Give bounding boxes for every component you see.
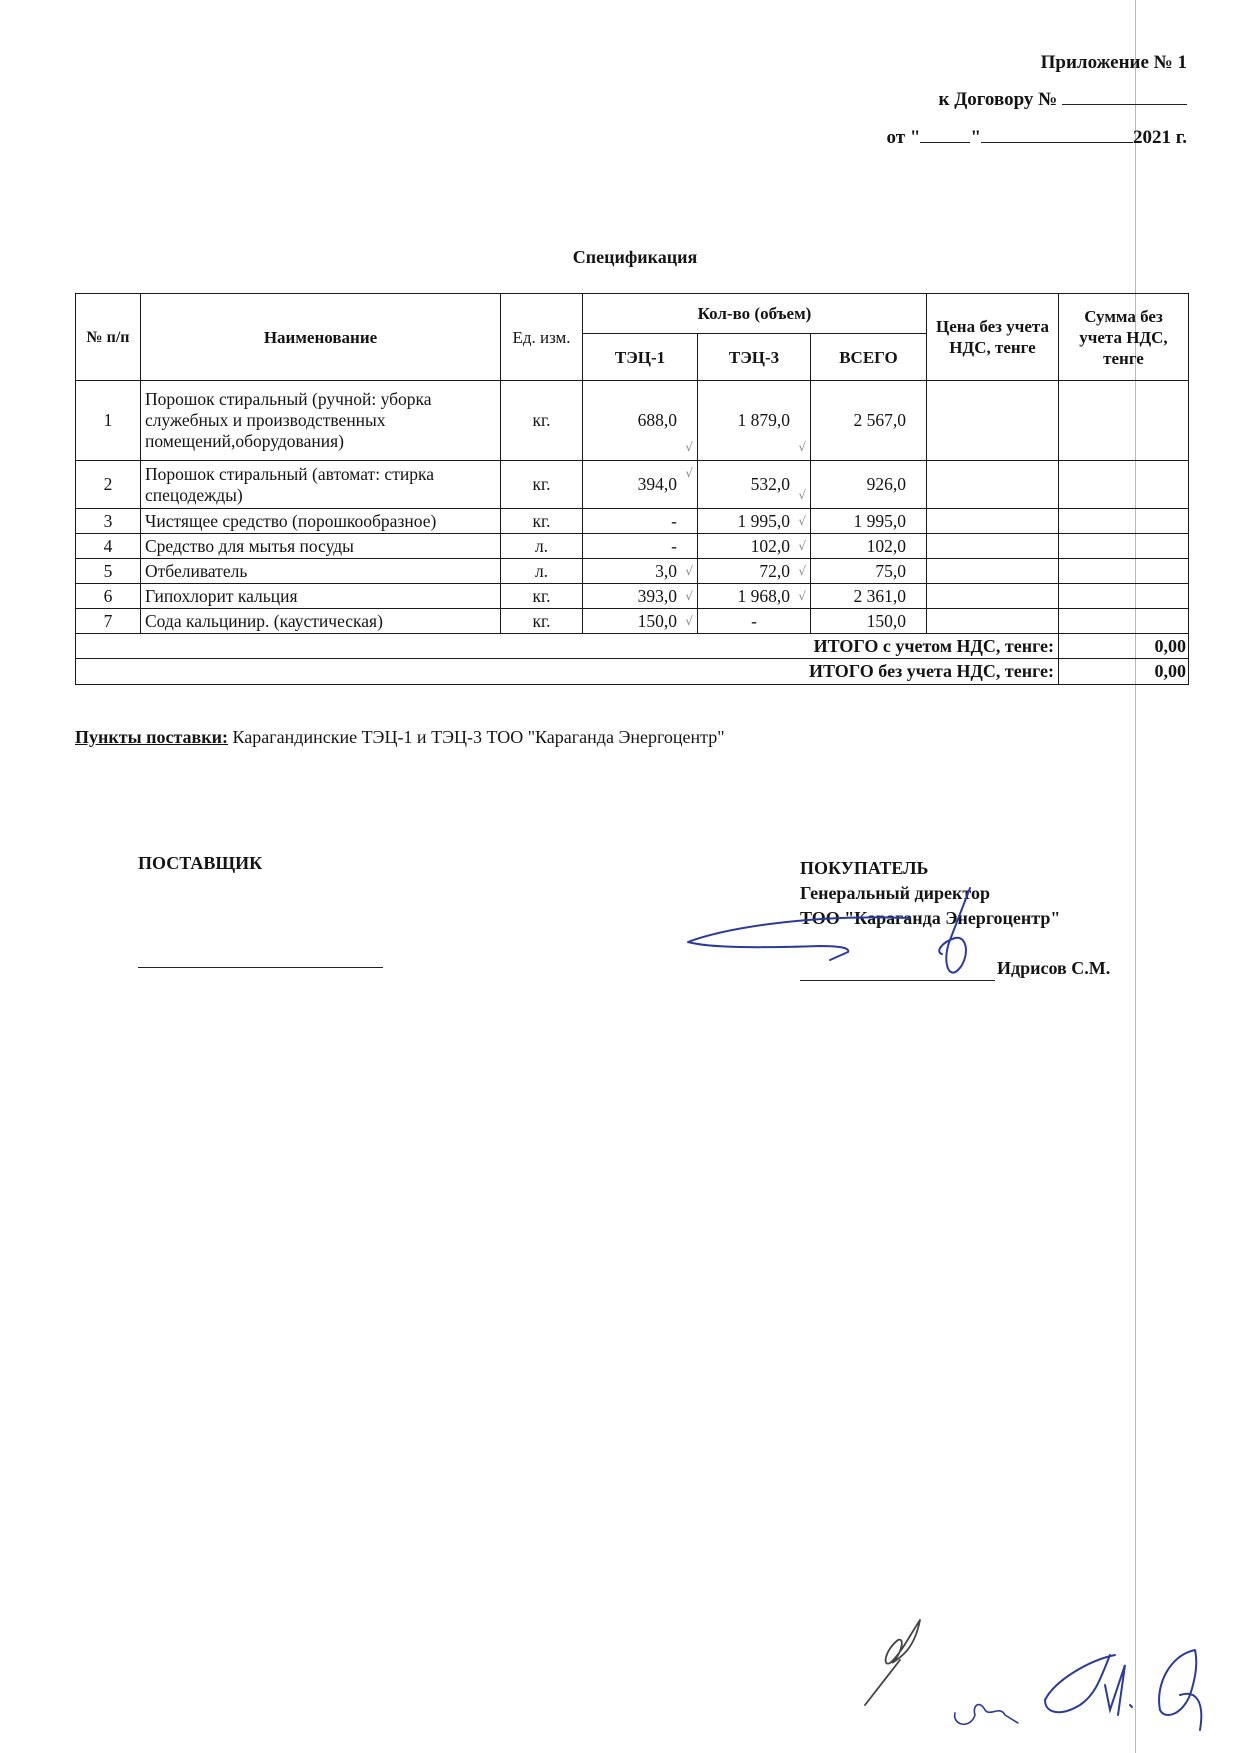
total-without-vat-label: ИТОГО без учета НДС, тенге: (76, 659, 1059, 685)
check-mark-icon: √ (798, 440, 806, 454)
check-mark-icon: √ (685, 614, 693, 628)
cell-tec1 (583, 461, 698, 509)
cell-num: 3 (76, 509, 141, 534)
cell-tec3 (698, 584, 811, 609)
buyer-company: ТОО "Караганда Энергоцентр" (800, 908, 1061, 928)
cell-name: Порошок стиральный (автомат: стирка спецодежды) (141, 461, 501, 509)
supplier-signature-line[interactable] (138, 967, 383, 968)
table-row (76, 534, 1189, 559)
cell-sum[interactable] (1059, 381, 1189, 461)
cell-name: Отбеливатель (141, 559, 501, 584)
delivery-label: Пункты поставки: (75, 727, 229, 747)
cell-total: 1 995,0 (811, 509, 927, 534)
date-day-blank (920, 126, 970, 143)
cell-unit: л. (501, 559, 583, 584)
cell-num: 2 (76, 461, 141, 509)
check-mark-icon: √ (798, 514, 806, 528)
cell-tec1 (583, 584, 698, 609)
cell-total: 102,0 (811, 534, 927, 559)
tec1-value: 3,0 (655, 560, 677, 581)
delivery-points (75, 727, 725, 748)
contract-date-line (887, 126, 1187, 149)
cell-tec1 (583, 609, 698, 634)
header-qty-group: Кол-во (объем) (583, 294, 927, 334)
cell-unit: кг. (501, 584, 583, 609)
check-mark-icon: √ (685, 589, 693, 603)
cell-tec3 (698, 609, 811, 634)
total-without-vat-row (76, 659, 1189, 685)
table-header-row-1 (76, 294, 1189, 334)
header-price: Цена без учета НДС, тенге (927, 294, 1059, 381)
table-row (76, 381, 1189, 461)
cell-name: Чистящее средство (порошкообразное) (141, 509, 501, 534)
cell-price[interactable] (927, 509, 1059, 534)
cell-sum[interactable] (1059, 534, 1189, 559)
specification-table (75, 293, 1189, 685)
buyer-title: ПОКУПАТЕЛЬ (800, 858, 929, 878)
cell-total: 926,0 (811, 461, 927, 509)
header-total: ВСЕГО (811, 334, 927, 381)
delivery-text: Карагандинские ТЭЦ-1 и ТЭЦ-3 ТОО "Караганда Энергоцентр" (228, 727, 725, 747)
cell-name: Сода кальцинир. (каустическая) (141, 609, 501, 634)
cell-unit: кг. (501, 381, 583, 461)
cell-price[interactable] (927, 559, 1059, 584)
cell-total: 2 361,0 (811, 584, 927, 609)
tec3-value: - (751, 610, 757, 631)
cell-num: 4 (76, 534, 141, 559)
cell-total: 75,0 (811, 559, 927, 584)
cell-sum[interactable] (1059, 461, 1189, 509)
cell-name: Средство для мытья посуды (141, 534, 501, 559)
cell-tec3 (698, 461, 811, 509)
cell-price[interactable] (927, 609, 1059, 634)
contract-number-line (939, 88, 1188, 111)
cell-tec3 (698, 509, 811, 534)
cell-tec1 (583, 381, 698, 461)
cell-total: 150,0 (811, 609, 927, 634)
cell-tec1 (583, 509, 698, 534)
initials-signatures-icon (860, 1605, 1240, 1753)
cell-unit: кг. (501, 461, 583, 509)
total-with-vat-label: ИТОГО с учетом НДС, тенге: (76, 634, 1059, 659)
check-mark-icon: √ (798, 589, 806, 603)
tec3-value: 1 879,0 (737, 410, 790, 430)
date-quote: " (970, 127, 981, 148)
cell-price[interactable] (927, 461, 1059, 509)
contract-label: к Договору № (938, 89, 1058, 110)
check-mark-icon: √ (798, 539, 806, 553)
tec3-value: 1 995,0 (737, 510, 790, 531)
cell-price[interactable] (927, 534, 1059, 559)
contract-number-blank (1062, 88, 1187, 105)
cell-num: 6 (76, 584, 141, 609)
table-row (76, 584, 1189, 609)
cell-name: Гипохлорит кальция (141, 584, 501, 609)
cell-price[interactable] (927, 381, 1059, 461)
tec3-value: 72,0 (759, 560, 790, 581)
date-year: 2021 г. (1133, 127, 1187, 148)
specification-title: Спецификация (572, 247, 698, 267)
buyer-signature-icon (680, 880, 980, 990)
cell-num: 1 (76, 381, 141, 461)
cell-sum[interactable] (1059, 584, 1189, 609)
cell-name: Порошок стиральный (ручной: уборка служебных и производственных помещений,оборудования) (141, 381, 501, 461)
buyer-position: Генеральный директор (800, 883, 990, 903)
tec1-value: 688,0 (637, 410, 677, 430)
cell-num: 7 (76, 609, 141, 634)
tec1-value: 150,0 (637, 610, 677, 631)
cell-tec1 (583, 559, 698, 584)
tec3-value: 102,0 (750, 535, 790, 556)
date-prefix: от " (886, 127, 921, 148)
total-with-vat-value: 0,00 (1059, 634, 1189, 659)
header-tec1: ТЭЦ-1 (583, 334, 698, 381)
tec1-value: - (671, 510, 677, 531)
buyer-name: Идрисов С.М. (997, 958, 1111, 978)
cell-num: 5 (76, 559, 141, 584)
appendix-title: Приложение № 1 (1040, 52, 1187, 73)
header-sum: Сумма без учета НДС, тенге (1059, 294, 1189, 381)
tec3-value: 1 968,0 (737, 585, 790, 606)
header-num: № п/п (76, 294, 141, 381)
tec1-value: - (671, 535, 677, 556)
table-row (76, 461, 1189, 509)
table-row (76, 609, 1189, 634)
cell-tec3 (698, 559, 811, 584)
check-mark-icon: √ (798, 488, 806, 502)
supplier-title: ПОСТАВЩИК (138, 853, 263, 873)
cell-tec1 (583, 534, 698, 559)
cell-sum[interactable] (1059, 609, 1189, 634)
cell-tec3 (698, 381, 811, 461)
date-month-blank (981, 126, 1133, 143)
check-mark-icon: √ (798, 564, 806, 578)
check-mark-icon: √ (685, 466, 693, 480)
check-mark-icon: √ (685, 440, 693, 454)
total-without-vat-value: 0,00 (1059, 659, 1189, 685)
cell-unit: кг. (501, 509, 583, 534)
header-tec3: ТЭЦ-3 (698, 334, 811, 381)
tec1-value: 393,0 (637, 585, 677, 606)
cell-total: 2 567,0 (811, 381, 927, 461)
cell-tec3 (698, 534, 811, 559)
check-mark-icon: √ (685, 564, 693, 578)
cell-unit: кг. (501, 609, 583, 634)
total-with-vat-row (76, 634, 1189, 659)
header-unit: Ед. изм. (501, 294, 583, 381)
table-row (76, 559, 1189, 584)
tec3-value: 532,0 (750, 474, 790, 494)
tec1-value: 394,0 (637, 474, 677, 494)
cell-sum[interactable] (1059, 559, 1189, 584)
cell-sum[interactable] (1059, 509, 1189, 534)
table-row (76, 509, 1189, 534)
cell-price[interactable] (927, 584, 1059, 609)
header-name: Наименование (141, 294, 501, 381)
cell-unit: л. (501, 534, 583, 559)
